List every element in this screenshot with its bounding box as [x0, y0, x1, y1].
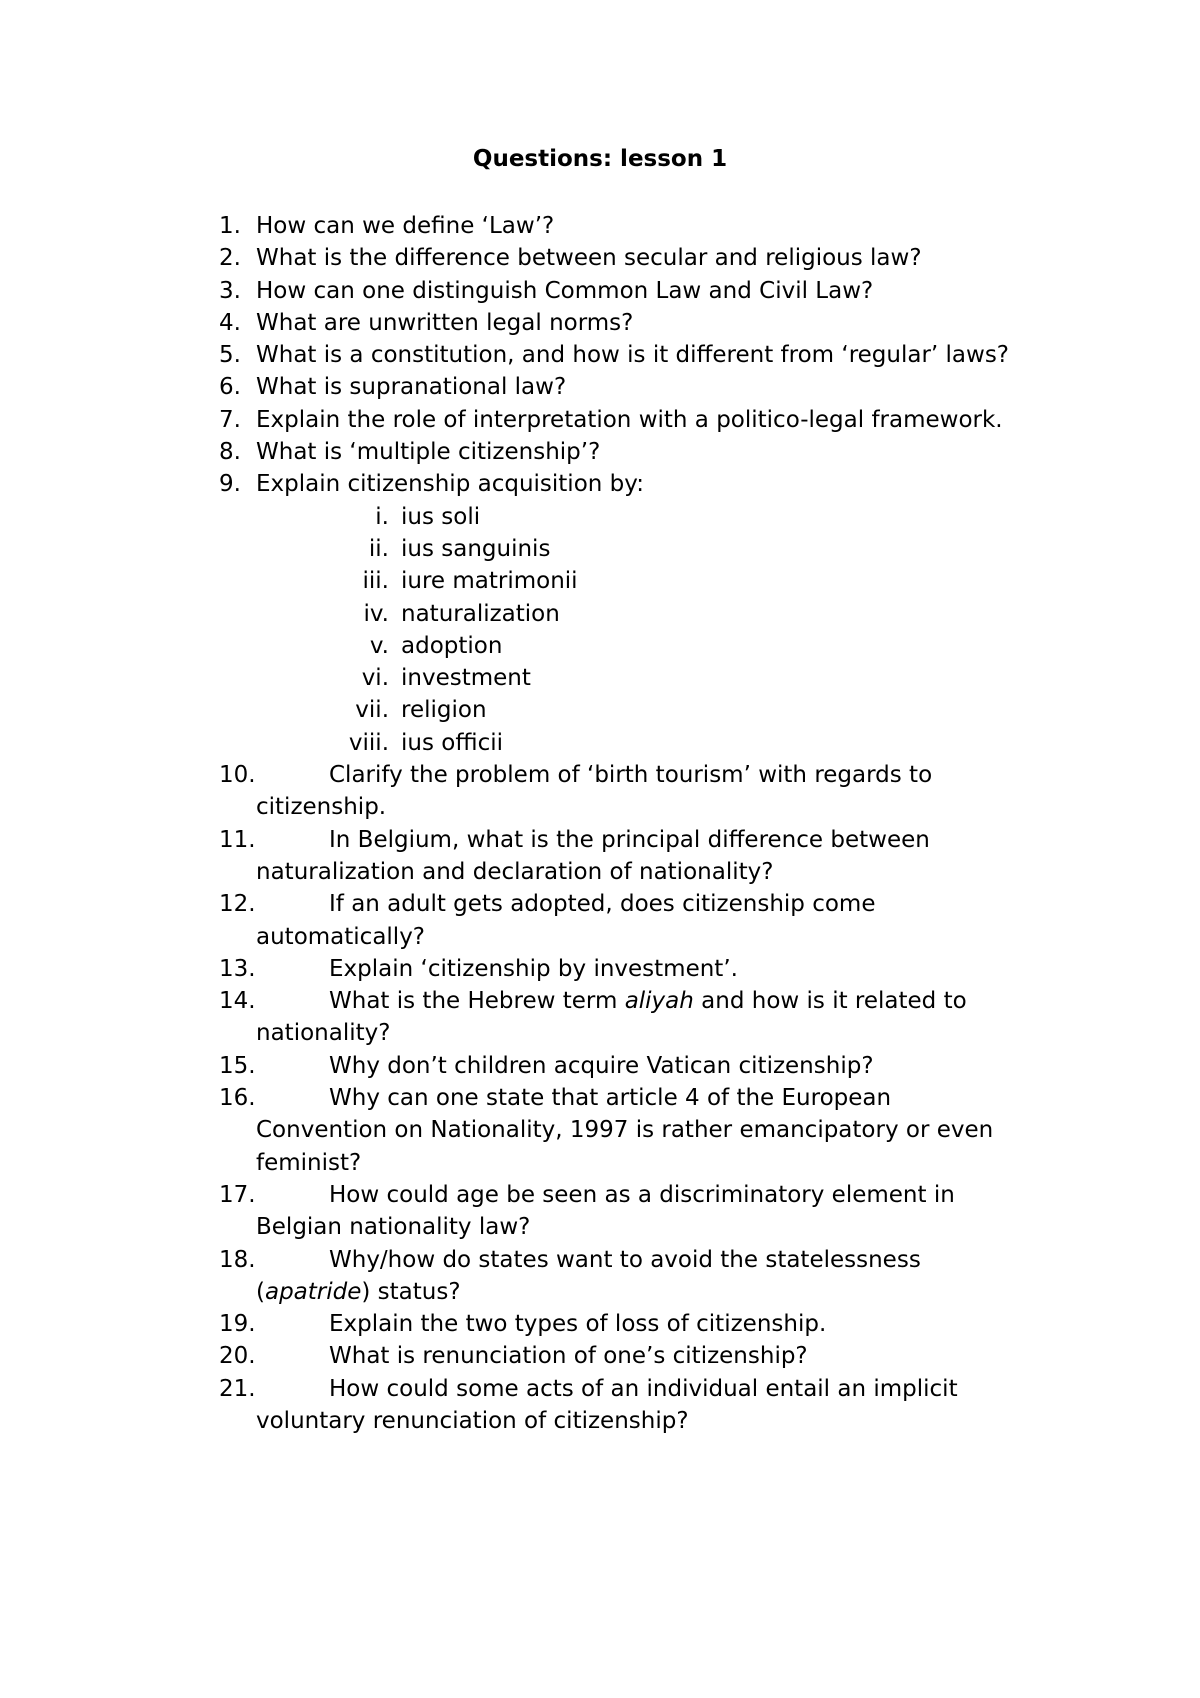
item-number: 18.: [219, 1246, 256, 1273]
item-number: 5.: [219, 342, 241, 369]
item-text: In Belgium, what is the principal difference between naturalization and declaration of nationality?: [256, 826, 930, 885]
italic-term: aliyah: [624, 988, 694, 1015]
item-text: How could some acts of an individual entail an implicit voluntary renunciation of citizenship?: [256, 1375, 958, 1434]
item-number: 19.: [219, 1311, 256, 1338]
item-number: 2.: [219, 245, 241, 272]
item-number: 6.: [219, 374, 241, 401]
item-text: Explain the role of interpretation with a politico-legal framework.: [256, 406, 1003, 433]
page-title: Questions: lesson 1: [472, 146, 728, 172]
item-text: Explain citizenship acquisition by:: [256, 471, 644, 498]
sub-item-number: iii.: [362, 568, 389, 595]
list-item: [0, 824, 1016, 889]
item-number: 4.: [219, 309, 241, 336]
sub-item-number: viii.: [348, 729, 389, 756]
sub-list-item: [0, 662, 1200, 694]
sub-list-item: [0, 501, 1200, 533]
sub-item-number: iv.: [363, 600, 389, 627]
sub-list-item: [0, 565, 1200, 597]
sub-list-item: [0, 533, 1200, 565]
item-number: 1.: [219, 213, 241, 239]
item-number: 9.: [219, 471, 241, 498]
sub-list-item: [0, 630, 1200, 662]
sub-list-item: [0, 694, 1200, 726]
list-item: [0, 1244, 1016, 1309]
sub-item-text: adoption: [401, 632, 503, 659]
item-number: 16.: [219, 1085, 256, 1112]
list-item: [0, 953, 1016, 985]
sub-item-number: v.: [369, 632, 389, 659]
item-text: What is renunciation of one’s citizenship?: [329, 1343, 808, 1370]
item-text: What is a constitution, and how is it different from ‘regular’ laws?: [256, 342, 1010, 369]
sub-list-item: [0, 598, 1200, 630]
item-number: 11.: [219, 826, 256, 853]
item-text: Explain the two types of loss of citizenship.: [329, 1311, 827, 1338]
list-item: [0, 275, 1016, 307]
item-text: How can we define ‘Law’?: [256, 213, 555, 239]
item-number: 15.: [219, 1052, 256, 1079]
list-item: [0, 1308, 1016, 1340]
item-text: Why can one state that article 4 of the European Convention on Nationality, 1997 is rather emancipatory or even feminist?: [256, 1085, 994, 1176]
item-number: 21.: [219, 1375, 256, 1402]
item-number: 13.: [219, 955, 256, 982]
item-text: What is the difference between secular and religious law?: [256, 245, 922, 272]
list-item: [0, 371, 1016, 403]
item-text: What is ‘multiple citizenship’?: [256, 439, 601, 466]
item-text: How can one distinguish Common Law and Civil Law?: [256, 277, 874, 304]
list-item: [0, 1373, 1016, 1438]
item-text: If an adult gets adopted, does citizenship come automatically?: [256, 891, 876, 950]
list-item: [0, 1050, 1016, 1082]
item-text: Explain ‘citizenship by investment’.: [329, 955, 738, 982]
list-item: [0, 1179, 1016, 1244]
list-item: [0, 1340, 1016, 1372]
list-item: [0, 985, 1016, 1050]
list-item: [0, 436, 1016, 468]
sub-item-number: ii.: [368, 535, 389, 562]
list-item: [0, 1082, 1016, 1179]
item-text: What are unwritten legal norms?: [256, 309, 634, 336]
list-item: [0, 339, 1016, 371]
list-item: [0, 307, 1016, 339]
item-number: 17.: [219, 1181, 256, 1208]
item-number: 7.: [219, 406, 241, 433]
sub-list-item: [0, 727, 1200, 759]
list-item: [0, 242, 1016, 274]
sub-item-number: i.: [375, 503, 389, 530]
sub-item-text: ius soli: [401, 503, 481, 530]
sub-item-text: ius sanguinis: [401, 535, 551, 562]
item-number: 14.: [219, 988, 256, 1015]
sub-item-text: iure matrimonii: [401, 568, 578, 595]
item-number: 3.: [219, 277, 241, 304]
item-number: 8.: [219, 439, 241, 466]
question-list: [0, 210, 1200, 1437]
item-number: 10.: [219, 762, 256, 789]
italic-term: apatride: [264, 1278, 362, 1305]
item-text: Why/how do states want to avoid the statelessness (apatride) status?: [256, 1246, 921, 1305]
sub-item-text: religion: [401, 697, 487, 724]
sub-item-text: ius officii: [401, 729, 503, 756]
sub-item-number: vii.: [355, 697, 389, 724]
item-text: How could age be seen as a discriminatory element in Belgian nationality law?: [256, 1181, 955, 1241]
sub-item-number: vi.: [361, 665, 389, 692]
sub-item-text: naturalization: [401, 600, 560, 627]
list-item: [0, 210, 1016, 242]
list-item: [0, 468, 1016, 500]
list-item: [0, 888, 1016, 953]
sub-item-text: investment: [401, 665, 531, 692]
item-text: What is supranational law?: [256, 374, 567, 401]
item-number: 20.: [219, 1343, 256, 1370]
list-item: [0, 404, 1016, 436]
list-item: [0, 759, 1016, 824]
item-number: 12.: [219, 891, 256, 918]
item-text: Clarify the problem of ‘birth tourism’ with regards to citizenship.: [256, 762, 933, 821]
item-text: What is the Hebrew term aliyah and how is it related to nationality?: [256, 988, 967, 1047]
item-text: Why don’t children acquire Vatican citizenship?: [329, 1052, 874, 1079]
